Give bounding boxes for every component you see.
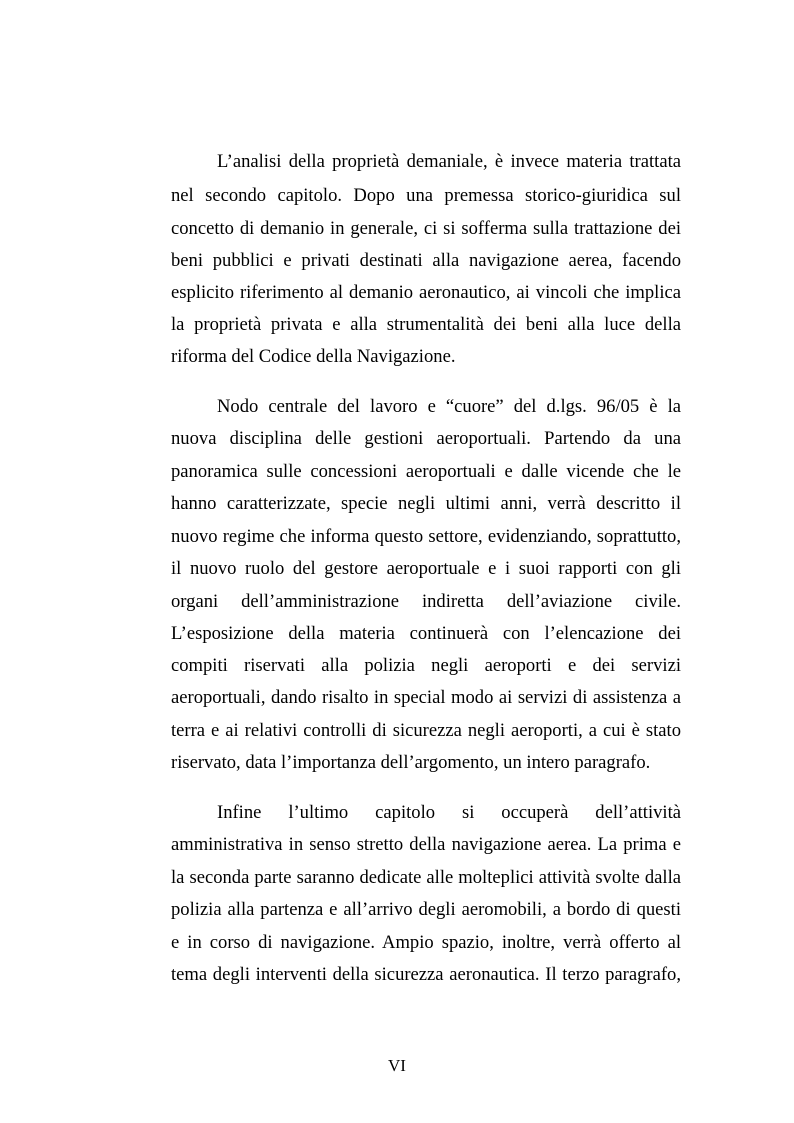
paragraph-1-line-7: riforma del Codice della Navigazione. (171, 346, 456, 367)
paragraph-3-line-6: tema degli interventi della sicurezza aeronautica. Il terzo paragrafo, (171, 964, 681, 985)
paragraph-2-line-12: riservato, data l’importanza dell’argomento, un intero paragrafo. (171, 752, 651, 773)
paragraph-2-line-2: nuova disciplina delle gestioni aeroportuali. Partendo da una (171, 428, 681, 449)
paragraph-2-line-11: terra e ai relativi controlli di sicurezza negli aeroporti, a cui è stato (171, 720, 681, 741)
paragraph-3-line-1: Infine l’ultimo capitolo si occuperà dell’attività (217, 802, 681, 823)
paragraph-1-line-5: esplicito riferimento al demanio aeronautico, ai vincoli che implica (171, 282, 681, 303)
paragraph-2-line-6: il nuovo ruolo del gestore aeroportuale e i suoi rapporti con gli (171, 558, 681, 579)
paragraph-1-line-4: beni pubblici e privati destinati alla navigazione aerea, facendo (171, 250, 681, 271)
paragraph-3-line-2: amministrativa in senso stretto della navigazione aerea. La prima e (171, 834, 681, 855)
page-number: VI (388, 1056, 406, 1075)
paragraph-1-line-2: nel secondo capitolo. Dopo una premessa storico-giuridica sul (171, 185, 681, 206)
paragraph-2-line-10: aeroportuali, dando risalto in special modo ai servizi di assistenza a (171, 687, 681, 708)
paragraph-1-line-3: concetto di demanio in generale, ci si sofferma sulla trattazione dei (171, 218, 681, 239)
paragraph-2-line-9: compiti riservati alla polizia negli aeroporti e dei servizi (171, 655, 681, 676)
paragraph-3-line-4: polizia alla partenza e all’arrivo degli aeromobili, a bordo di questi (171, 899, 681, 920)
paragraph-2-line-4: hanno caratterizzate, specie negli ultimi anni, verrà descritto il (171, 493, 681, 514)
paragraph-3-line-5: e in corso di navigazione. Ampio spazio, inoltre, verrà offerto al (171, 932, 681, 953)
paragraph-1-line-1: L’analisi della proprietà demaniale, è invece materia trattata (217, 151, 681, 172)
paragraph-2-line-5: nuovo regime che informa questo settore, evidenziando, soprattutto, (171, 526, 681, 547)
paragraph-3-line-3: la seconda parte saranno dedicate alle molteplici attività svolte dalla (171, 867, 681, 888)
paragraph-2-line-3: panoramica sulle concessioni aeroportuali e dalle vicende che le (171, 461, 681, 482)
paragraph-2-line-1: Nodo centrale del lavoro e “cuore” del d.lgs. 96/05 è la (217, 396, 681, 417)
paragraph-2-line-7: organi dell’amministrazione indiretta dell’aviazione civile. (171, 591, 681, 612)
paragraph-2-line-8: L’esposizione della materia continuerà con l’elencazione dei (171, 623, 681, 644)
paragraph-1-line-6: la proprietà privata e alla strumentalità dei beni alla luce della (171, 314, 681, 335)
